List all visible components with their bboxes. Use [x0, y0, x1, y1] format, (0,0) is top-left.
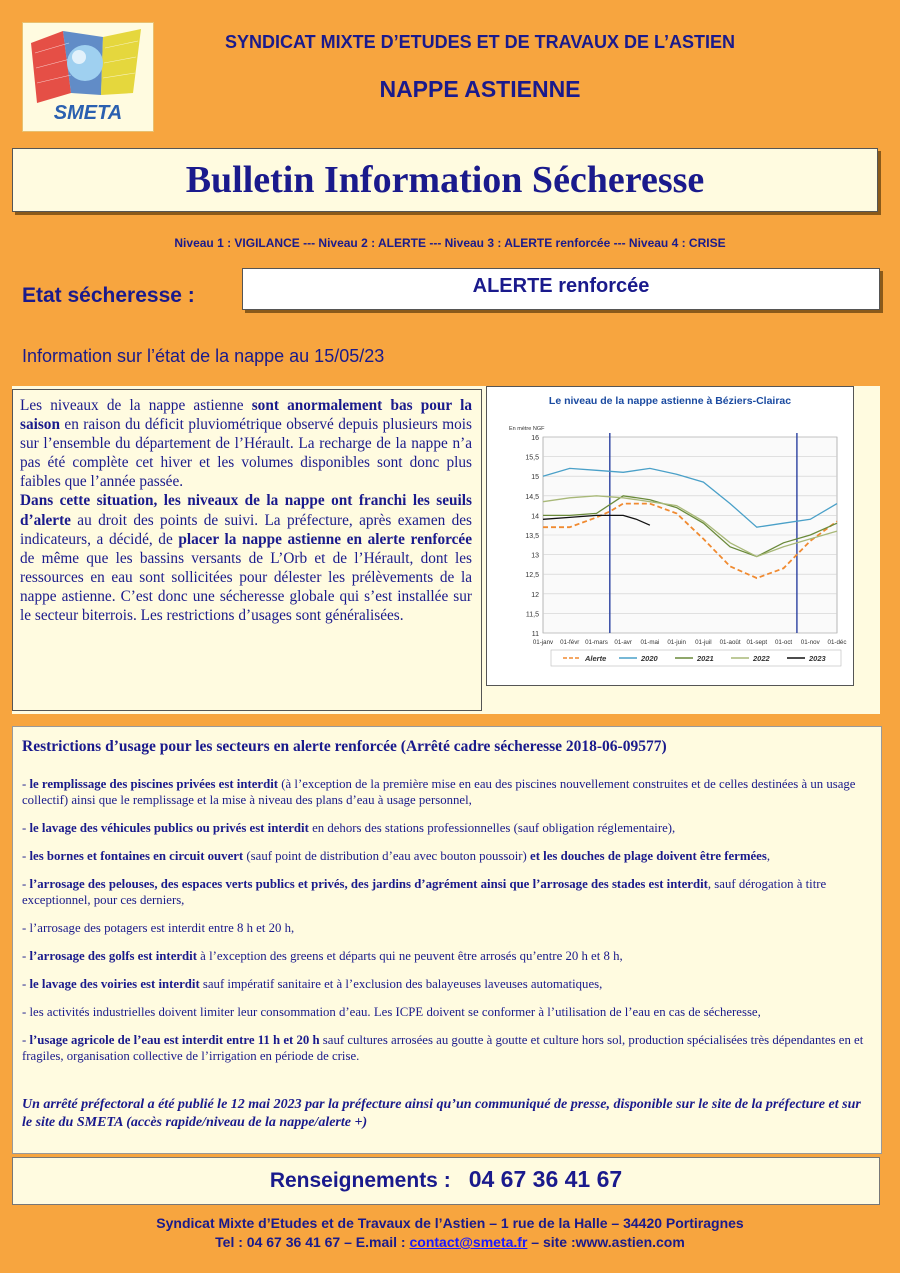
etat-value: ALERTE renforcée	[472, 275, 650, 297]
y-tick-label: 13	[531, 552, 539, 560]
y-tick-label: 14,5	[525, 493, 539, 501]
x-tick-label: 01-janv	[532, 639, 554, 646]
bulletin-title-box	[12, 148, 878, 212]
restriction-item: - l’arrosage des potagers est interdit entre 8 h et 20 h,	[22, 921, 295, 935]
footer-site: – site :www.astien.com	[527, 1234, 685, 1250]
footer-address: Syndicat Mixte d’Etudes et de Travaux de l’Astien – 1 rue de la Halle – 34420 Portiragnes	[156, 1215, 744, 1231]
restriction-text: sauf cultures arrosées au goutte à goutte et culture hors sol, production spécialisées très dépendantes en et fragiles, organisation collective de l’irrigation en période de crise.	[22, 1033, 864, 1063]
restriction-bold: l’arrosage des pelouses, des espaces verts publics et privés, des jardins d’agrément ainsi que l’arrosage des stades est interdit	[29, 877, 708, 891]
restriction-item: - les activités industrielles doivent limiter leur consommation d’eau. Les ICPE doivent se conformer à l’utilisation de l’eau en cas de sécheresse,	[22, 1005, 761, 1019]
x-tick-label: 01-mars	[585, 639, 608, 646]
restriction-text: les activités industrielles doivent limiter leur consommation d’eau. Les ICPE doivent se conformer à l’utilisation de l’eau en cas de sécheresse,	[29, 1005, 761, 1019]
bulletin-title: Bulletin Information Sécheresse	[185, 159, 705, 201]
x-tick-label: 01-oct	[774, 639, 793, 646]
restrictions-list	[22, 776, 870, 1076]
restriction-bold: le lavage des véhicules publics ou privés est interdit	[29, 821, 309, 835]
y-tick-label: 15,5	[525, 454, 539, 462]
x-tick-label: 01-juin	[667, 639, 686, 646]
x-tick-label: 01-mai	[640, 639, 660, 646]
footer-tel: Tel : 04 67 36 41 67 – E.mail :	[215, 1234, 410, 1250]
legend-label: 2022	[753, 654, 770, 663]
y-tick-label: 11,5	[525, 611, 539, 619]
restriction-item: - l’usage agricole de l’eau est interdit entre 11 h et 20 h sauf cultures arrosées au goutte à goutte et culture hors sol, production spécialisées très dépendantes en et fragiles, organisation collective de l’irrigation en période de crise.	[22, 1033, 864, 1063]
footer-email-link[interactable]: contact@smeta.fr	[409, 1234, 528, 1250]
restrictions-title: Restrictions d’usage pour les secteurs en alerte renforcée (Arrêté cadre sécheresse 2018-06-09577)	[22, 738, 667, 755]
chart-svg	[487, 387, 853, 685]
info-state-heading: Information sur l’état de la nappe au 15/05/23	[22, 346, 385, 366]
x-tick-label: 01-déc	[827, 639, 847, 646]
restriction-item: - l’arrosage des golfs est interdit à l’exception des greens et départs qui ne peuvent être arrosés qu’entre 20 h et 8 h,	[22, 949, 623, 963]
legend-label: 2023	[809, 654, 826, 663]
info-p1-c: en raison du déficit pluviométrique observé depuis plusieurs mois sur l’ensemble du département de l’Hérault. La recharge de la nappe n’a pas été complète cet hiver et les volumes disponibles sont donc plus faibles que l’année passée.	[20, 416, 472, 491]
info-text	[20, 396, 472, 625]
info-p2-d: de même que les bassins versants de L’Orb et de l’Hérault, dont les ressources en eau sont sollicitées pour délester les prélèvements de la nappe astienne. C’est donc une sécheresse globale qui s’est installée sur le secteur biterrois. Les restrictions d’usages sont généralisées.	[20, 549, 472, 625]
y-axis-label: En mètre NGF	[509, 426, 545, 432]
info-p1-a: Les niveaux de la nappe astienne	[20, 397, 252, 414]
restriction-text: (à l’exception de la première mise en eau des piscines nouvellement construites et de celles destinées à un usage collectif) ainsi que le remplissage et la mise à niveau des plans d’eau à usage personnel,	[22, 777, 856, 807]
org-title: SYNDICAT MIXTE D’ETUDES ET DE TRAVAUX DE L’ASTIEN	[224, 32, 736, 52]
restriction-text: ,	[766, 849, 771, 863]
y-tick-label: 14	[531, 513, 539, 521]
restriction-bold: le remplissage des piscines privées est interdit	[29, 777, 279, 791]
arrete-note: Un arrêté préfectoral a été publié le 12 mai 2023 par la préfecture ainsi qu’un communiqué de presse, disponible sur le site de la préfecture et sur le site du SMETA (accès rapide/niveau de la nappe/alerte +)	[22, 1097, 861, 1130]
restriction-bold: le lavage des voiries est interdit	[29, 977, 200, 991]
restriction-bold: l’arrosage des golfs est interdit	[29, 949, 197, 963]
footer-contact	[0, 1234, 900, 1250]
x-tick-label: 01-août	[719, 639, 741, 646]
x-tick-label: 01-nov	[800, 639, 820, 646]
legend-label: Alerte	[585, 654, 607, 663]
y-tick-label: 16	[531, 435, 539, 442]
info-p1-b: sont anormalement bas pour la saison	[20, 397, 473, 434]
restriction-text: , sauf dérogation à titre exceptionnel, pour ces derniers,	[22, 877, 827, 907]
restriction-item: - le lavage des voiries est interdit sauf impératif sanitaire et à l’exclusion des balayeuses laveuses automatiques,	[22, 977, 603, 991]
restriction-text: en dehors des stations professionnelles (sauf obligation réglementaire),	[308, 821, 676, 835]
restriction-text: à l’exception des greens et départs qui ne peuvent être arrosés qu’entre 20 h et 8 h,	[196, 949, 623, 963]
restriction-text: sauf impératif sanitaire et à l’exclusion des balayeuses laveuses automatiques,	[199, 977, 603, 991]
y-tick-label: 15	[531, 474, 539, 482]
x-tick-label: 01-avr	[614, 639, 632, 646]
niveaux-legend: Niveau 1 : VIGILANCE --- Niveau 2 : ALERTE --- Niveau 3 : ALERTE renforcée --- Niveau 4 : CRISE	[174, 236, 726, 250]
restriction-item: - le remplissage des piscines privées est interdit (à l’exception de la première mise en eau des piscines nouvellement construites et de celles destinées à un usage collectif) ainsi que le remplissage et la mise à niveau des plans d’eau à usage personnel,	[22, 777, 856, 807]
renseignements-phone: 04 67 36 41 67	[468, 1166, 623, 1192]
legend-label: 2020	[641, 654, 658, 663]
restriction-bold: et les douches de plage doivent être fermées	[530, 849, 767, 863]
x-tick-label: 01-sept	[746, 639, 768, 646]
restriction-bold: l’usage agricole de l’eau est interdit entre 11 h et 20 h	[29, 1033, 320, 1047]
restriction-item: - les bornes et fontaines en circuit ouvert (sauf point de distribution d’eau avec bouton poussoir) et les douches de plage doivent être fermées,	[22, 849, 771, 863]
renseignements-label: Renseignements :	[269, 1169, 451, 1192]
logo-text: SMETA	[53, 102, 123, 124]
y-tick-label: 13,5	[525, 533, 539, 540]
chart-container	[486, 386, 854, 686]
info-p2-c: placer la nappe astienne en alerte renforcée	[178, 530, 472, 548]
legend-label: 2021	[697, 654, 714, 663]
y-tick-label: 12	[531, 591, 539, 599]
restriction-item: - le lavage des véhicules publics ou privés est interdit en dehors des stations professionnelles (sauf obligation réglementaire),	[22, 821, 676, 835]
etat-value-box	[242, 268, 880, 310]
chart-title: Le niveau de la nappe astienne à Béziers-Clairac	[548, 395, 792, 407]
y-tick-label: 11	[531, 631, 539, 638]
restriction-bold: les bornes et fontaines en circuit ouvert	[29, 849, 244, 863]
x-tick-label: 01-févr	[560, 639, 580, 646]
page-subtitle: NAPPE ASTIENNE	[379, 76, 581, 102]
y-tick-label: 12,5	[525, 572, 539, 580]
info-p2-a: Dans cette situation, les niveaux de la nappe ont franchi les seuils d’alerte	[20, 492, 472, 529]
renseignements-box	[12, 1157, 880, 1205]
info-p2-b: au droit des points de suivi. La préfecture, après examen des indicateurs, a décidé, de	[20, 511, 472, 548]
restriction-text: l’arrosage des potagers est interdit entre 8 h et 20 h,	[29, 921, 295, 935]
x-tick-label: 01-juil	[695, 639, 712, 646]
restriction-item: - l’arrosage des pelouses, des espaces verts publics et privés, des jardins d’agrément ainsi que l’arrosage des stades est interdit, sauf dérogation à titre exceptionnel, pour ces derniers,	[22, 877, 827, 907]
restriction-text: (sauf point de distribution d’eau avec bouton poussoir)	[243, 849, 531, 863]
etat-label: Etat sécheresse :	[22, 284, 195, 307]
